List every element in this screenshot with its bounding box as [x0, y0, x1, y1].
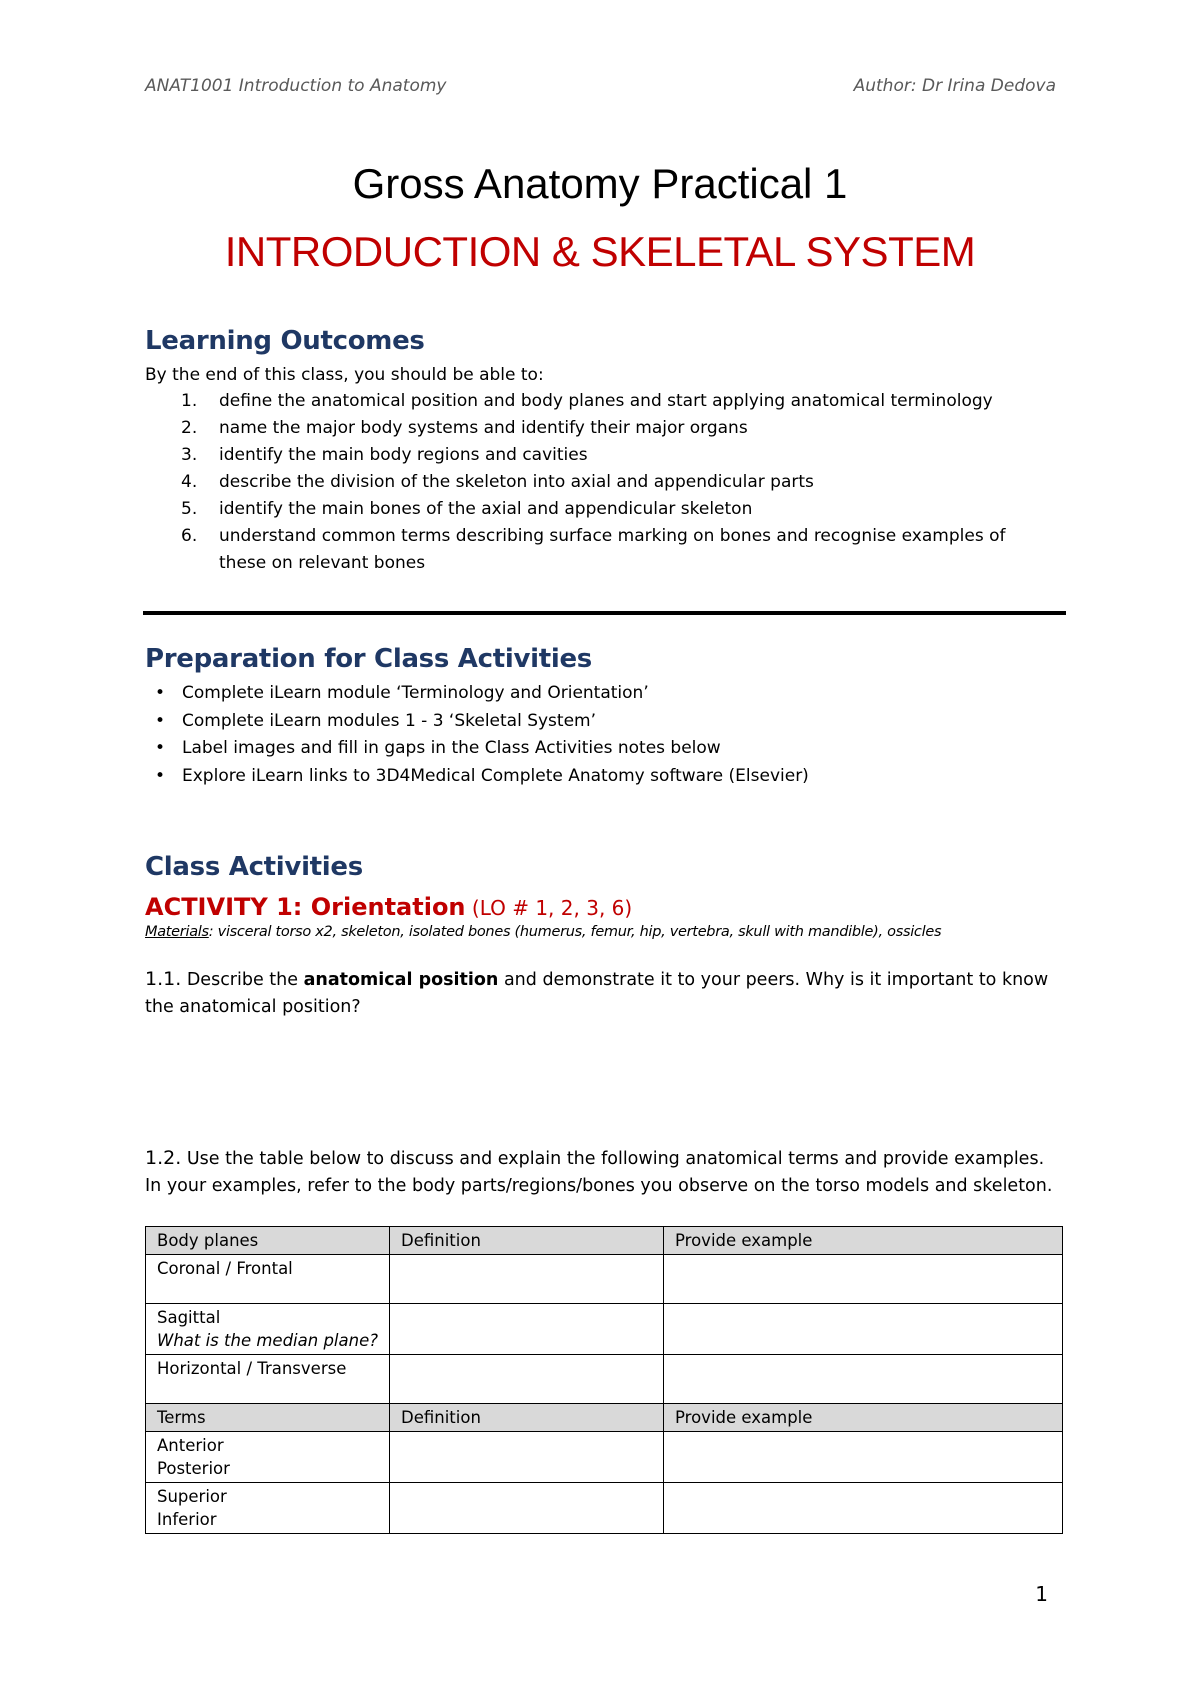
- example-cell[interactable]: [664, 1432, 1063, 1483]
- table-header-cell: Terms: [146, 1404, 390, 1432]
- example-cell[interactable]: [664, 1483, 1063, 1534]
- list-number: 2.: [181, 418, 198, 438]
- list-number: 6.: [181, 526, 198, 546]
- list-item: [145, 469, 1045, 496]
- term-label: Inferior: [157, 1510, 217, 1529]
- learning-outcomes-intro: By the end of this class, you should be able to:: [145, 365, 544, 385]
- question-1-2: [145, 1145, 1065, 1200]
- question-text: Use the table below to discuss and explain the following anatomical terms and provide examples. In your examples, refer to the body parts/regions/bones you observe on the torso models and skeleton.: [145, 1149, 1053, 1196]
- list-item: [145, 388, 1045, 415]
- bullet-icon: •: [155, 683, 166, 703]
- list-number: 4.: [181, 472, 198, 492]
- list-item: [145, 523, 1045, 577]
- term-label: Coronal / Frontal: [157, 1259, 293, 1278]
- definition-cell[interactable]: [390, 1304, 664, 1355]
- document-subtitle: INTRODUCTION & SKELETAL SYSTEM: [224, 228, 976, 275]
- document-title: Gross Anatomy Practical 1: [352, 160, 848, 207]
- list-item: [145, 442, 1045, 469]
- table-header-row: [146, 1227, 1063, 1255]
- activity-lo: (LO # 1, 2, 3, 6): [465, 896, 633, 920]
- list-item: [145, 415, 1045, 442]
- list-text: name the major body systems and identify their major organs: [219, 418, 748, 438]
- question-text-bold: anatomical position: [303, 970, 499, 990]
- list-number: 1.: [181, 391, 198, 411]
- list-text: define the anatomical position and body planes and start applying anatomical terminology: [219, 391, 993, 411]
- list-text: describe the division of the skeleton into axial and appendicular parts: [219, 472, 814, 492]
- list-text: Explore iLearn links to 3D4Medical Complete Anatomy software (Elsevier): [182, 765, 809, 786]
- table-row: [146, 1255, 1063, 1304]
- table-header-cell: Definition: [390, 1227, 664, 1255]
- term-cell: [146, 1304, 390, 1355]
- definition-cell[interactable]: [390, 1355, 664, 1404]
- term-cell: [146, 1483, 390, 1534]
- question-number: 1.1.: [145, 968, 182, 990]
- definition-cell[interactable]: [390, 1255, 664, 1304]
- term-cell: [146, 1432, 390, 1483]
- list-text: understand common terms describing surface marking on bones and recognise examples of these on relevant bones: [219, 526, 1006, 573]
- list-text: Complete iLearn modules 1 - 3 ‘Skeletal System’: [182, 710, 597, 731]
- table-row: [146, 1483, 1063, 1534]
- definition-cell[interactable]: [390, 1483, 664, 1534]
- question-text-pre: Describe the: [181, 970, 304, 990]
- activity-title: [145, 893, 632, 921]
- example-cell[interactable]: [664, 1304, 1063, 1355]
- bullet-icon: •: [155, 765, 166, 786]
- header-author: Author: Dr Irina Dedova: [853, 76, 1056, 96]
- table-row: [146, 1304, 1063, 1355]
- list-text: identify the main body regions and cavities: [219, 445, 588, 465]
- page-number: 1: [1035, 1582, 1048, 1606]
- list-item: [145, 763, 809, 791]
- list-text: Complete iLearn module ‘Terminology and Orientation’: [182, 683, 649, 703]
- list-number: 5.: [181, 499, 198, 519]
- term-label: Superior: [157, 1487, 227, 1506]
- learning-outcomes-list: [145, 388, 1045, 577]
- definition-cell[interactable]: [390, 1432, 664, 1483]
- table-header-cell: Provide example: [664, 1227, 1063, 1255]
- header-course: ANAT1001 Introduction to Anatomy: [145, 76, 447, 96]
- list-text: identify the main bones of the axial and appendicular skeleton: [219, 499, 753, 519]
- term-label: Anterior: [157, 1436, 224, 1455]
- bullet-icon: •: [155, 738, 166, 758]
- materials-label: Materials: [145, 924, 209, 940]
- example-cell[interactable]: [664, 1355, 1063, 1404]
- section-divider: [143, 611, 1066, 615]
- list-item: [145, 496, 1045, 523]
- table-header-cell: Definition: [390, 1404, 664, 1432]
- term-label: Posterior: [157, 1459, 230, 1478]
- question-text-post: and demonstrate it to your peers. Why is it important to know the anatomical position?: [145, 970, 1049, 1017]
- table-header-row: [146, 1404, 1063, 1432]
- question-1-1: [145, 966, 1065, 1021]
- term-label: Sagittal: [157, 1308, 221, 1327]
- table-header-cell: Body planes: [146, 1227, 390, 1255]
- materials-text: : visceral torso x2, skeleton, isolated bones (humerus, femur, hip, vertebra, skull with mandible), ossicles: [208, 924, 942, 940]
- learning-outcomes-heading: Learning Outcomes: [145, 326, 425, 356]
- terms-table: [145, 1226, 1063, 1534]
- bullet-icon: •: [155, 710, 166, 731]
- table-row: [146, 1432, 1063, 1483]
- term-cell: [146, 1255, 390, 1304]
- question-number: 1.2.: [145, 1147, 182, 1169]
- term-label: Horizontal / Transverse: [157, 1359, 347, 1378]
- list-text: Label images and fill in gaps in the Class Activities notes below: [182, 738, 721, 758]
- list-item: [145, 680, 809, 708]
- preparation-list: [145, 680, 809, 790]
- class-activities-heading: Class Activities: [145, 852, 363, 882]
- list-item: [145, 735, 809, 763]
- term-cell: [146, 1355, 390, 1404]
- list-item: [145, 708, 809, 736]
- table-header-cell: Provide example: [664, 1404, 1063, 1432]
- example-cell[interactable]: [664, 1255, 1063, 1304]
- preparation-heading: Preparation for Class Activities: [145, 644, 592, 674]
- list-number: 3.: [181, 445, 198, 465]
- activity-name: ACTIVITY 1: Orientation: [145, 893, 466, 921]
- table-row: [146, 1355, 1063, 1404]
- term-sublabel: What is the median plane?: [157, 1331, 378, 1350]
- materials-line: [145, 924, 941, 940]
